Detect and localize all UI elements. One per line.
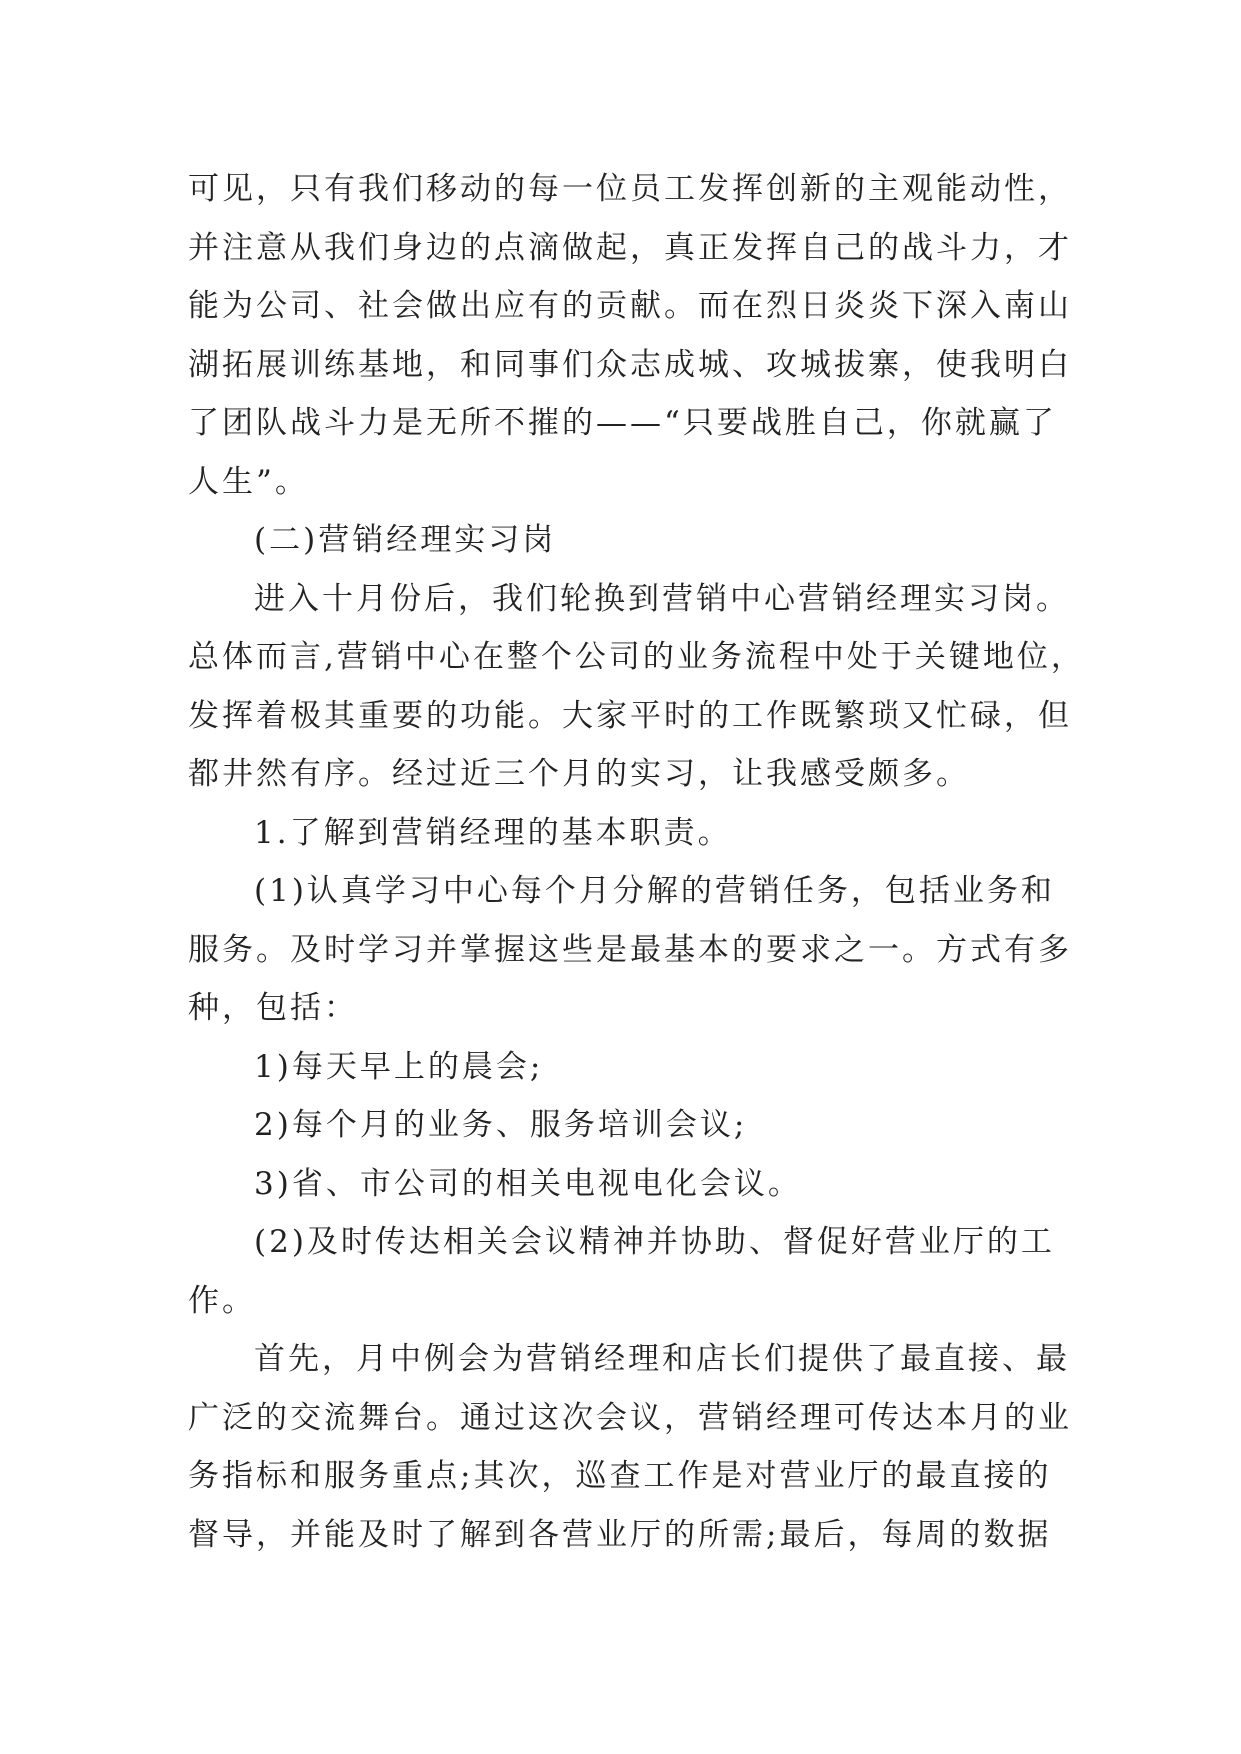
- text-line-22: 广泛的交流舞台。通过这次会议，营销经理可传达本月的业: [188, 1399, 1072, 1436]
- text-line-23: 务指标和服务重点;其次，巡查工作是对营业厅的最直接的: [188, 1458, 1052, 1494]
- section-heading: (二)营销经理实习岗: [254, 522, 557, 558]
- text-line-15: 种，包括：: [188, 990, 358, 1026]
- text-line-20: 作。: [188, 1282, 256, 1319]
- text-line-11: 都井然有序。经过近三个月的实习，让我感受颇多。: [188, 756, 970, 792]
- list-item-1: 1)每天早上的晨会;: [254, 1048, 544, 1085]
- text-line-13: (1)认真学习中心每个月分解的营销任务，包括业务和: [254, 873, 1055, 909]
- text-line-19: (2)及时传达相关会议精神并协助、督促好营业厅的工: [254, 1224, 1055, 1260]
- text-line-14: 服务。及时学习并掌握这些是最基本的要求之一。方式有多: [188, 931, 1072, 968]
- text-line-24: 督导，并能及时了解到各营业厅的所需;最后，每周的数据: [188, 1516, 1052, 1553]
- text-line-1: 可见，只有我们移动的每一位员工发挥创新的主观能动性，: [188, 171, 1072, 207]
- text-line-5: 了团队战斗力是无所不摧的——“只要战胜自己，你就赢了: [188, 405, 1057, 441]
- list-item-2: 2)每个月的业务、服务培训会议;: [254, 1107, 748, 1143]
- text-line-9: 总体而言,营销中心在整个公司的业务流程中处于关键地位，: [188, 639, 1085, 675]
- text-line-21: 首先，月中例会为营销经理和店长们提供了最直接、最: [254, 1341, 1070, 1377]
- text-line-2: 并注意从我们身边的点滴做起，真正发挥自己的战斗力，才: [188, 229, 1072, 266]
- text-line-10: 发挥着极其重要的功能。大家平时的工作既繁琐又忙碌，但: [188, 697, 1072, 734]
- text-line-4: 湖拓展训练基地，和同事们众志成城、攻城拔寨，使我明白: [188, 346, 1072, 383]
- body-text: [188, 160, 1085, 1564]
- text-line-6: 人生”。: [188, 463, 309, 500]
- list-item-3: 3)省、市公司的相关电视电化会议。: [254, 1165, 802, 1202]
- text-line-8: 进入十月份后，我们轮换到营销中心营销经理实习岗。: [254, 580, 1070, 617]
- subsection-heading: 1.了解到营销经理的基本职责。: [254, 814, 732, 851]
- text-line-3: 能为公司、社会做出应有的贡献。而在烈日炎炎下深入南山: [188, 288, 1072, 324]
